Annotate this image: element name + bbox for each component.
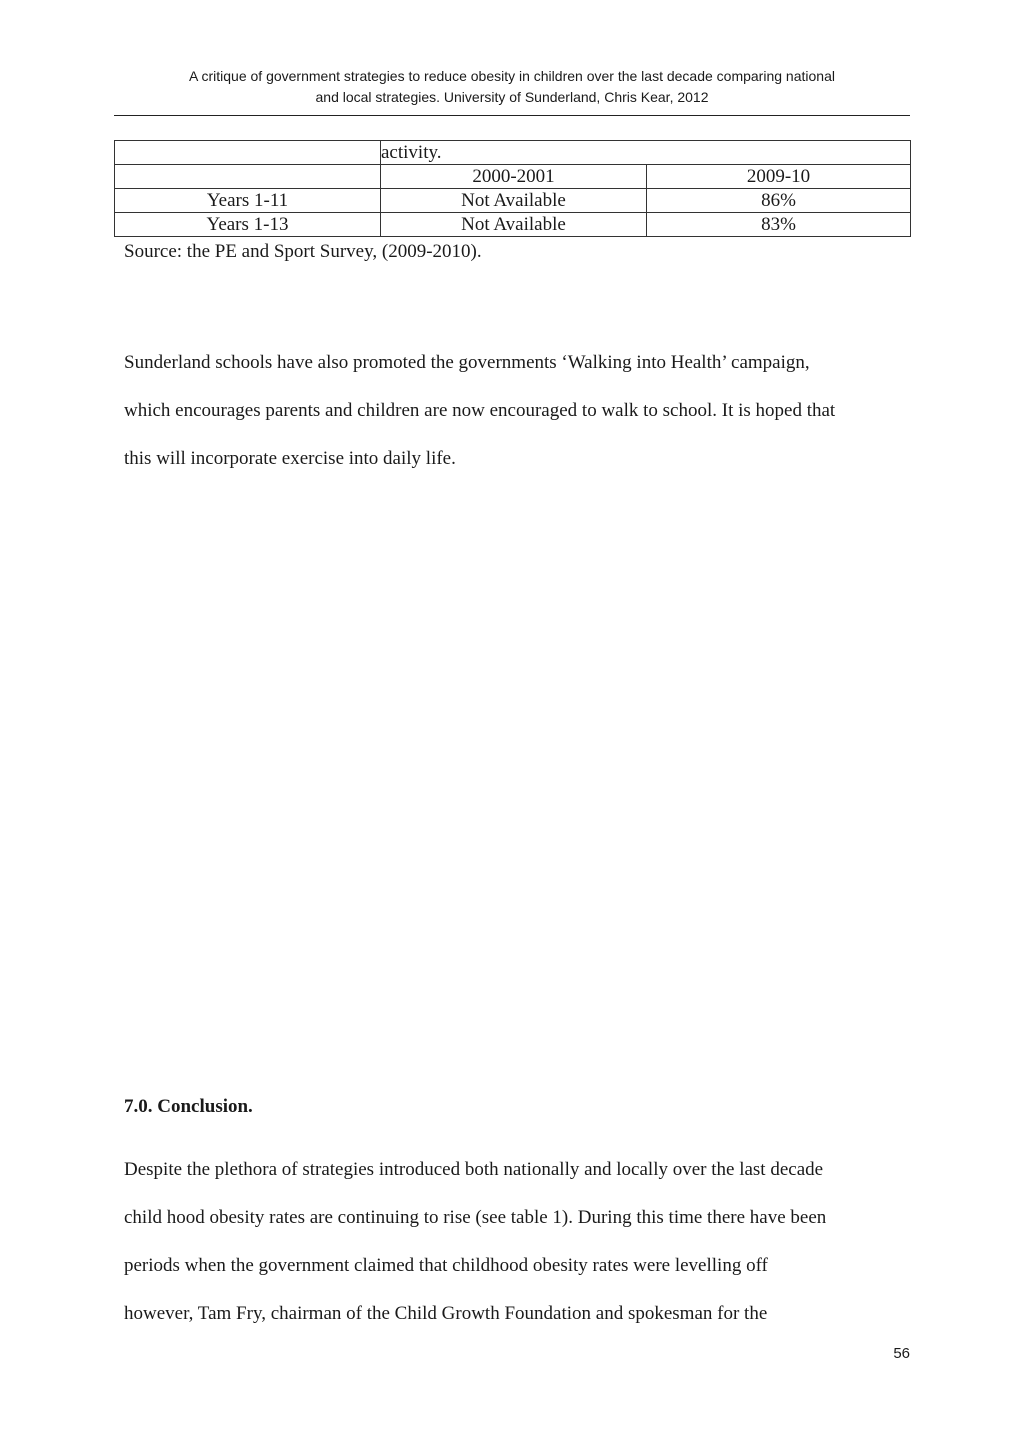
table-cell: activity. xyxy=(381,141,911,165)
header-divider xyxy=(114,115,910,116)
walking-campaign-paragraph xyxy=(124,339,914,483)
table-source-note: Source: the PE and Sport Survey, (2009-2010). xyxy=(124,241,482,262)
table-cell xyxy=(115,141,381,165)
table-cell: 86% xyxy=(647,189,911,213)
text-line: periods when the government claimed that childhood obesity rates were levelling off xyxy=(124,1255,768,1276)
text-line: this will incorporate exercise into daily life. xyxy=(124,448,456,469)
header-line-2: and local strategies. University of Sunderland, Chris Kear, 2012 xyxy=(315,89,709,105)
table-row xyxy=(115,189,911,213)
conclusion-paragraph xyxy=(124,1146,914,1338)
column-header: 2009-10 xyxy=(647,165,911,189)
section-heading: 7.0. Conclusion. xyxy=(124,1096,253,1117)
row-label: Years 1-11 xyxy=(115,189,381,213)
column-header: 2000-2001 xyxy=(381,165,647,189)
table-row xyxy=(115,141,911,165)
header-line-1: A critique of government strategies to reduce obesity in children over the last decade comparing national xyxy=(189,68,835,84)
text-line: however, Tam Fry, chairman of the Child Growth Foundation and spokesman for the xyxy=(124,1303,768,1324)
text-line: Despite the plethora of strategies introduced both nationally and locally over the last decade xyxy=(124,1159,824,1180)
running-header xyxy=(114,66,910,108)
table-cell: Not Available xyxy=(381,189,647,213)
table-cell: 83% xyxy=(647,213,911,237)
text-line: child hood obesity rates are continuing to rise (see table 1). During this time there have been xyxy=(124,1207,827,1228)
table-row xyxy=(115,213,911,237)
text-line: which encourages parents and children are now encouraged to walk to school. It is hoped that xyxy=(124,400,836,421)
row-label: Years 1-13 xyxy=(115,213,381,237)
table-cell xyxy=(115,165,381,189)
table-cell: Not Available xyxy=(381,213,647,237)
text-line: Sunderland schools have also promoted the governments ‘Walking into Health’ campaign, xyxy=(124,352,810,373)
page-number: 56 xyxy=(893,1345,910,1362)
table-header-row xyxy=(115,165,911,189)
survey-table xyxy=(114,140,911,237)
